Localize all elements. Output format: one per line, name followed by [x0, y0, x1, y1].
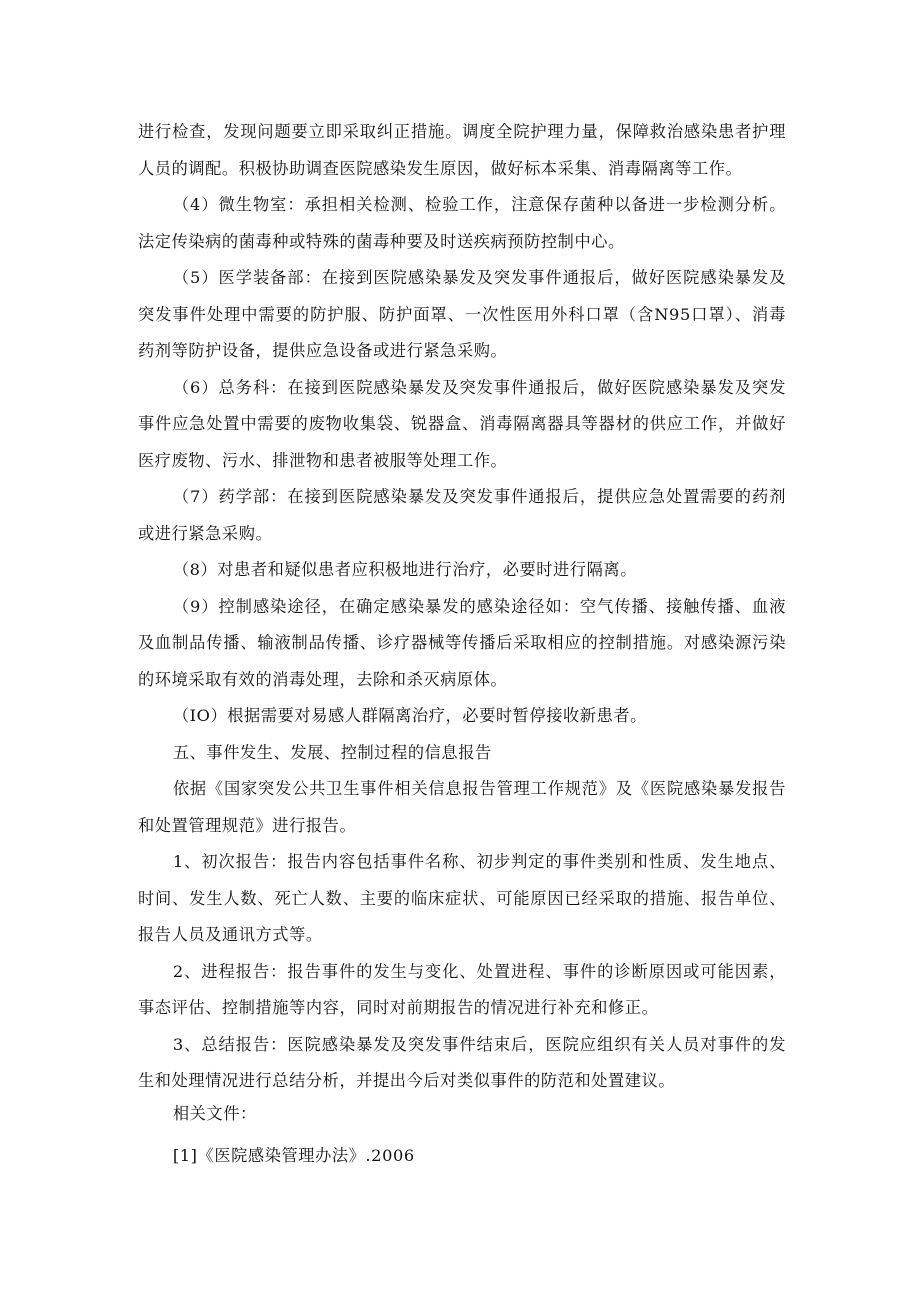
- paragraph-medical-equipment: （5）医学装备部：在接到医院感染暴发及突发事件通报后，做好医院感染暴发及突发事件处理中需要的防护服、防护面罩、一次性医用外科口罩（含N95口罩）、消毒药剂等防护设备，提供应急设备或进行紧急采购。: [138, 268, 786, 360]
- paragraph-control-route: （9）控制感染途径，在确定感染暴发的感染途径如：空气传播、接触传播、血液及血制品传播、输液制品传播、诊疗器械等传播后采取相应的控制措施。对感染源污染的环境采取有效的消毒处理，去除和杀灭病原体。: [138, 596, 786, 689]
- paragraph-summary-report: 3、总结报告：医院感染暴发及突发事件结束后，医院应组织有关人员对事件的发生和处理情况进行总结分析，并提出今后对类似事件的防范和处置建议。: [138, 1034, 786, 1090]
- paragraph-microbiology-lab: （4）微生物室：承担相关检测、检验工作，注意保存菌种以备进一步检测分析。法定传染病的菌毒种或特殊的菌毒种要及时送疾病预防控制中心。: [138, 195, 786, 251]
- section-heading-reporting: 五、事件发生、发展、控制过程的信息报告: [172, 742, 492, 762]
- paragraph-pharmacy: （7）药学部：在接到医院感染暴发及突发事件通报后，提供应急处置需要的药剂或进行紧急采购。: [138, 487, 786, 543]
- paragraph-general-affairs: （6）总务科：在接到医院感染暴发及突发事件通报后，做好医院感染暴发及突发事件应急处置中需要的废物收集袋、锐器盒、消毒隔离器具等器材的供应工作，并做好医疗废物、污水、排泄物和患者被服等处理工作。: [138, 377, 786, 470]
- reference-item: [1]《医院感染管理办法》.2006: [172, 1146, 415, 1165]
- paragraph-reporting-basis: 依据《国家突发公共卫生事件相关信息报告管理工作规范》及《医院感染暴发报告和处置管理规范》进行报告。: [138, 779, 786, 835]
- paragraph-initial-report: 1、初次报告：报告内容包括事件名称、初步判定的事件类别和性质、发生地点、时间、发生人数、死亡人数、主要的临床症状、可能原因已经采取的措施、报告单位、报告人员及通讯方式等。: [138, 852, 786, 944]
- paragraph-susceptible-isolation: （IO）根据需要对易感人群隔离治疗，必要时暂停接收新患者。: [172, 706, 647, 725]
- paragraph-patient-treatment: （8）对患者和疑似患者应积极地进行治疗，必要时进行隔离。: [172, 560, 637, 579]
- paragraph-nursing-continued: 进行检查，发现问题要立即采取纠正措施。调度全院护理力量，保障救治感染患者护理人员的调配。积极协助调查医院感染发生原因，做好标本采集、消毒隔离等工作。: [138, 122, 786, 178]
- document-body: [138, 114, 786, 1175]
- paragraph-progress-report: 2、进程报告：报告事件的发生与变化、处置进程、事件的诊断原因或可能因素，事态评估、控制措施等内容，同时对前期报告的情况进行补充和修正。: [138, 961, 786, 1017]
- references-label: 相关文件：: [172, 1103, 257, 1123]
